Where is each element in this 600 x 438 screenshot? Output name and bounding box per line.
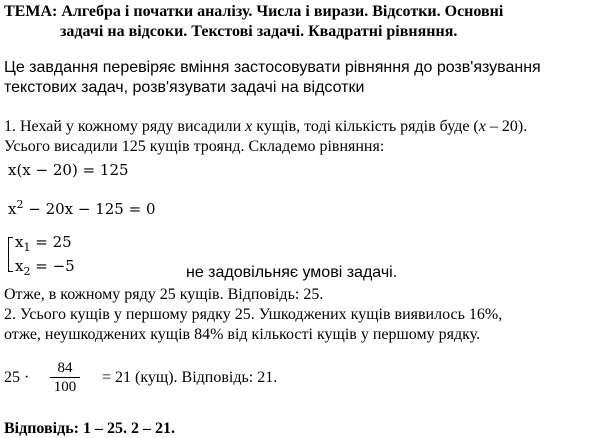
problem1-conclusion: Отже, в кожному ряду 25 кущів. Відповідь: 25.	[4, 286, 324, 303]
root-1: $x_1 = 25$	[15, 233, 72, 254]
intro-line-1: Це завдання перевіряє вміння застосовувати рівняння до розв'язування	[4, 59, 541, 76]
title-line-2: задачі на відсоки. Текстові задачі. Квадратні рівняння.	[60, 23, 458, 40]
roots-system	[8, 233, 75, 281]
equation-1: x(x − 20) = 125	[8, 161, 129, 179]
title-line-1: ТЕМА: Алгебра і початки аналізу. Числа і вирази. Відсотки. Основні	[4, 3, 504, 20]
calc-left: 25 ·	[4, 369, 30, 386]
root-2: $x_2 = -5$	[15, 257, 75, 278]
problem1-statement-2: Усього висадили 125 кущів троянд. Складемо рівняння:	[4, 138, 385, 155]
problem2-statement-2: отже, неушкоджених кущів 84% від кількості кущів у першому рядку.	[4, 326, 481, 343]
fraction-numerator: 84	[50, 359, 80, 378]
equation-2: $x^2 - 20x - 125 = 0$	[8, 198, 156, 218]
system-bracket	[8, 237, 13, 272]
intro-line-2: текстових задач, розв'язувати задачі на відсотки	[4, 79, 365, 96]
root-rejection-note: не задовільняє умові задачі.	[186, 264, 398, 281]
problem1-statement: 1. Нехай у кожному ряду висадили x кущів, тоді кількість рядів буде (x – 20).	[4, 118, 528, 135]
problem2-statement-1: 2. Усього кущів у першому рядку 25. Ушкоджених кущів виявилось 16%,	[4, 306, 503, 323]
calc-right: = 21 (кущ). Відповідь: 21.	[102, 369, 278, 386]
fraction-denominator: 100	[53, 379, 77, 395]
fraction	[50, 359, 80, 396]
final-answer: Відповідь: 1 – 25. 2 – 21.	[4, 420, 175, 437]
